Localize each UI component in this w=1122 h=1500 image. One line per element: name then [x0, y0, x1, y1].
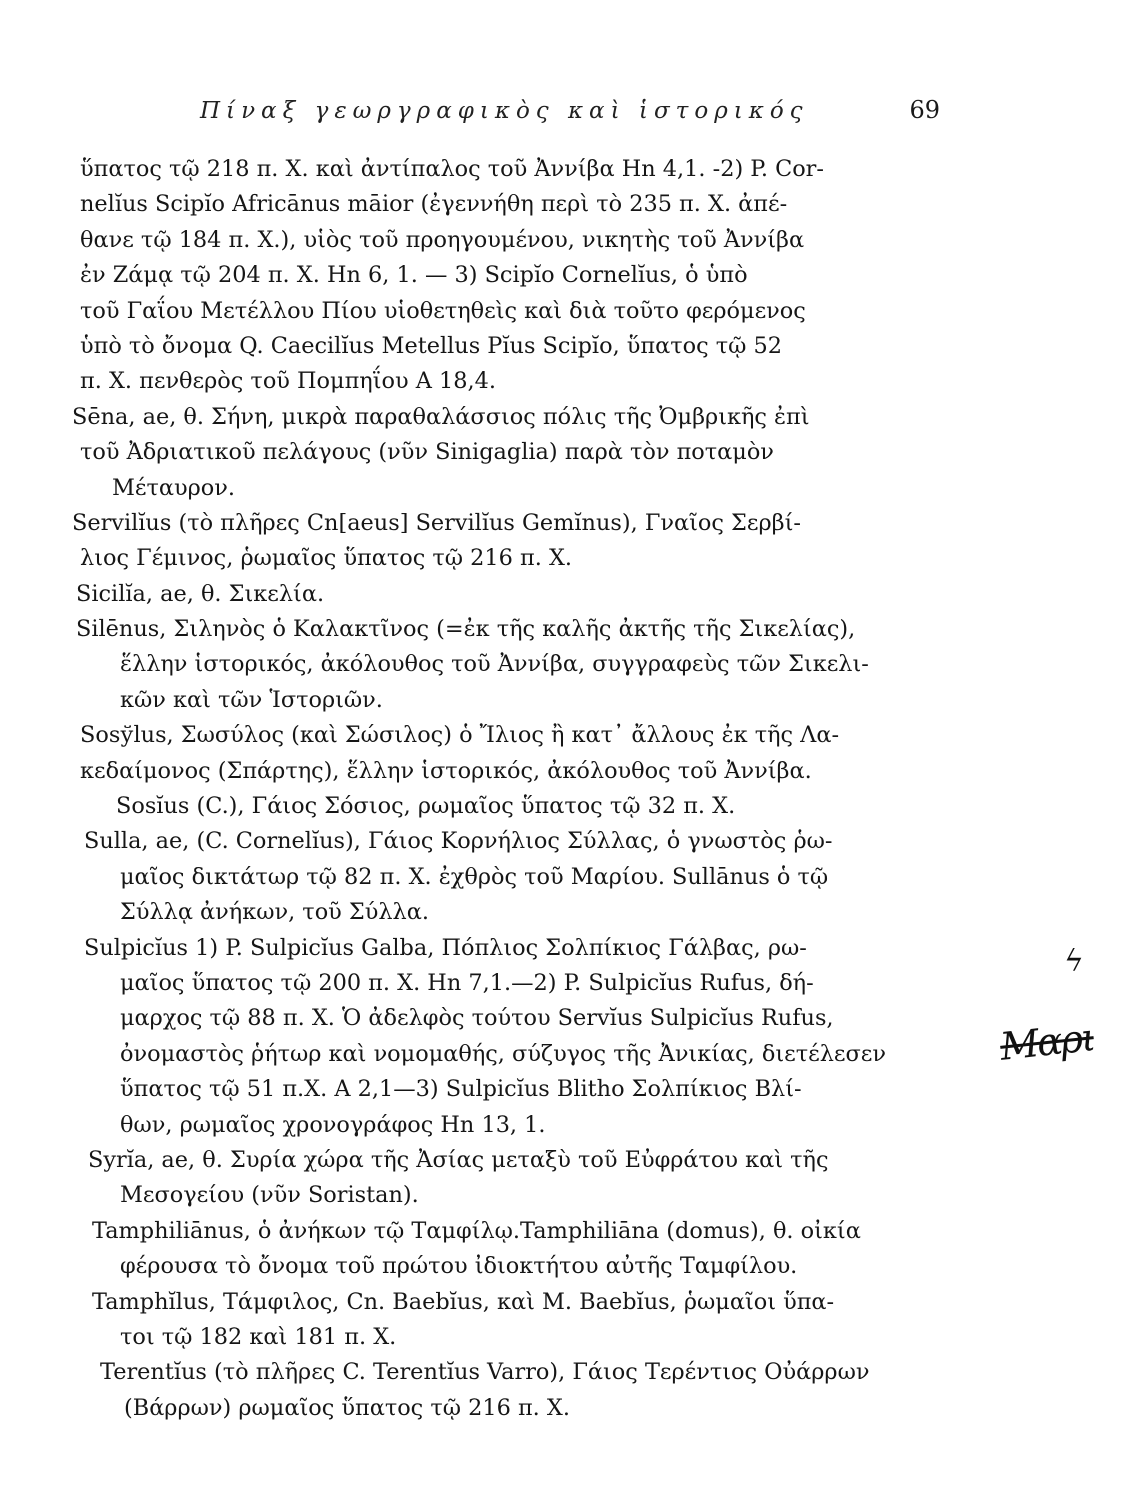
- text-line: τοι τῷ 182 καὶ 181 π. Χ.: [120, 1323, 397, 1350]
- text-line: μαῖος ὕπατος τῷ 200 π. Χ. Hn 7,1.—2) P. Sulpicĭus Rufus, δή-: [120, 969, 814, 996]
- text-line: ὀνομαστὸς ῥήτωρ καὶ νομομαθής, σύζυγος τῆς Ἀνικίας, διετέλεσεν: [120, 1040, 887, 1067]
- text-line: λιος Γέμινος, ῥωμαῖος ὕπατος τῷ 216 π. Χ.: [80, 545, 573, 572]
- text-line: (Βάρρων) ρωμαῖος ὕπατος τῷ 216 π. Χ.: [124, 1394, 570, 1421]
- text-line: π. Χ. πενθερὸς τοῦ Πομπηΐου A 18,4.: [80, 368, 496, 395]
- text-line: φέρουσα τὸ ὄνομα τοῦ πρώτου ἰδιοκτήτου αὐτῆς Ταμφίλου.: [120, 1253, 798, 1280]
- text-line: Servilĭus (τὸ πλῆρες Cn[aeus] Servilĭus Gemĭnus), Γναῖος Σερβί-: [72, 509, 801, 536]
- text-line: ἕλλην ἱστορικός, ἀκόλουθος τοῦ Ἀννίβα, συγγραφεὺς τῶν Σικελι-: [120, 651, 869, 678]
- page-number: 69: [909, 96, 940, 124]
- glossary-text: [60, 152, 990, 1426]
- text-line: Terentĭus (τὸ πλῆρες C. Terentĭus Varro), Γάιος Τερέντιος Οὐάρρων: [100, 1359, 870, 1386]
- text-line: ὕπατος τῷ 51 π.Χ. A 2,1—3) Sulpicĭus Blitho Σολπίκιος Βλί-: [120, 1076, 802, 1103]
- text-line: Sicilĭa, ae, θ. Σικελία.: [76, 580, 325, 607]
- text-line: ὑπὸ τὸ ὄνομα Q. Caecilĭus Metellus Pĭus Scipĭo, ὕπατος τῷ 52: [80, 332, 783, 359]
- text-line: Tamphiliānus, ὁ ἀνήκων τῷ Ταμφίλῳ.Tamphiliāna (domus), θ. οἰκία: [92, 1217, 861, 1244]
- text-line: Sosўlus, Σωσύλος (καὶ Σώσιλος) ὁ Ἴλιος ἢ κατ᾽ ἄλλους ἐκ τῆς Λα-: [80, 722, 840, 749]
- text-line: τοῦ Γαΐου Μετέλλου Πίου υἱοθετηθεὶς καὶ διὰ τοῦτο φερόμενος: [80, 297, 806, 324]
- text-line: Sulpicĭus 1) P. Sulpicĭus Galba, Πόπλιος Σολπίκιος Γάλβας, ρω-: [84, 934, 807, 961]
- text-line: Tamphĭlus, Τάμφιλος, Cn. Baebĭus, καὶ M. Baebĭus, ῥωμαῖοι ὕπα-: [92, 1288, 835, 1315]
- margin-handwritten-note: Μαρι: [997, 1015, 1096, 1069]
- text-line: Μέταυρον.: [112, 474, 236, 501]
- text-line: μαρχος τῷ 88 π. Χ. Ὁ ἀδελφὸς τούτου Servĭus Sulpicĭus Rufus,: [120, 1005, 834, 1032]
- text-line: θων, ρωμαῖος χρονογράφος Hn 13, 1.: [120, 1111, 546, 1138]
- text-line: Σύλλᾳ ἀνήκων, τοῦ Σύλλα.: [120, 899, 429, 926]
- text-line: Sēna, ae, θ. Σήνη, μικρὰ παραθαλάσσιος πόλις τῆς Ὀμβρικῆς ἐπὶ: [72, 403, 810, 430]
- text-line: Syrĭa, ae, θ. Συρία χώρα τῆς Ἀσίας μεταξὺ τοῦ Εὐφράτου καὶ τῆς: [88, 1146, 829, 1173]
- page-header: [200, 96, 940, 124]
- text-line: Silēnus, Σιληνὸς ὁ Καλακτῖνος (=ἐκ τῆς καλῆς ἀκτῆς τῆς Σικελίας),: [76, 616, 856, 643]
- running-title: Πίναξ γεωργραφικὸς καὶ ἱστορικός: [200, 98, 809, 124]
- text-line: μαῖος δικτάτωρ τῷ 82 π. Χ. ἐχθρὸς τοῦ Μαρίου. Sullānus ὁ τῷ: [120, 863, 829, 890]
- text-line: κῶν καὶ τῶν Ἱστοριῶν.: [120, 686, 383, 713]
- text-line: θανε τῷ 184 π. Χ.), υἱὸς τοῦ προηγουμένου, νικητὴς τοῦ Ἀννίβα: [80, 226, 805, 253]
- margin-hook-mark: ϟ: [1064, 944, 1084, 979]
- text-line: Μεσογείου (νῦν Soristan).: [120, 1182, 419, 1209]
- text-line: Sosĭus (C.), Γάιος Σόσιος, ρωμαῖος ὕπατος τῷ 32 π. Χ.: [116, 793, 736, 820]
- text-line: nelĭus Scipĭo Africānus māior (ἐγεννήθη περὶ τὸ 235 π. Χ. ἀπέ-: [80, 191, 788, 218]
- text-line: ὕπατος τῷ 218 π. Χ. καὶ ἀντίπαλος τοῦ Ἀννίβα Hn 4,1. -2) P. Cor-: [80, 156, 824, 182]
- text-line: Sulla, ae, (C. Cornelĭus), Γάιος Κορνήλιος Σύλλας, ὁ γνωστὸς ῥω-: [84, 828, 833, 855]
- text-line: τοῦ Ἀδριατικοῦ πελάγους (νῦν Sinigaglia) παρὰ τὸν ποταμὸν: [80, 439, 774, 466]
- text-line: ἐν Ζάμᾳ τῷ 204 π. Χ. Hn 6, 1. — 3) Scipĭo Cornelĭus, ὁ ὑπὸ: [80, 262, 748, 289]
- text-line: κεδαίμονος (Σπάρτης), ἕλλην ἱστορικός, ἀκόλουθος τοῦ Ἀννίβα.: [80, 757, 812, 784]
